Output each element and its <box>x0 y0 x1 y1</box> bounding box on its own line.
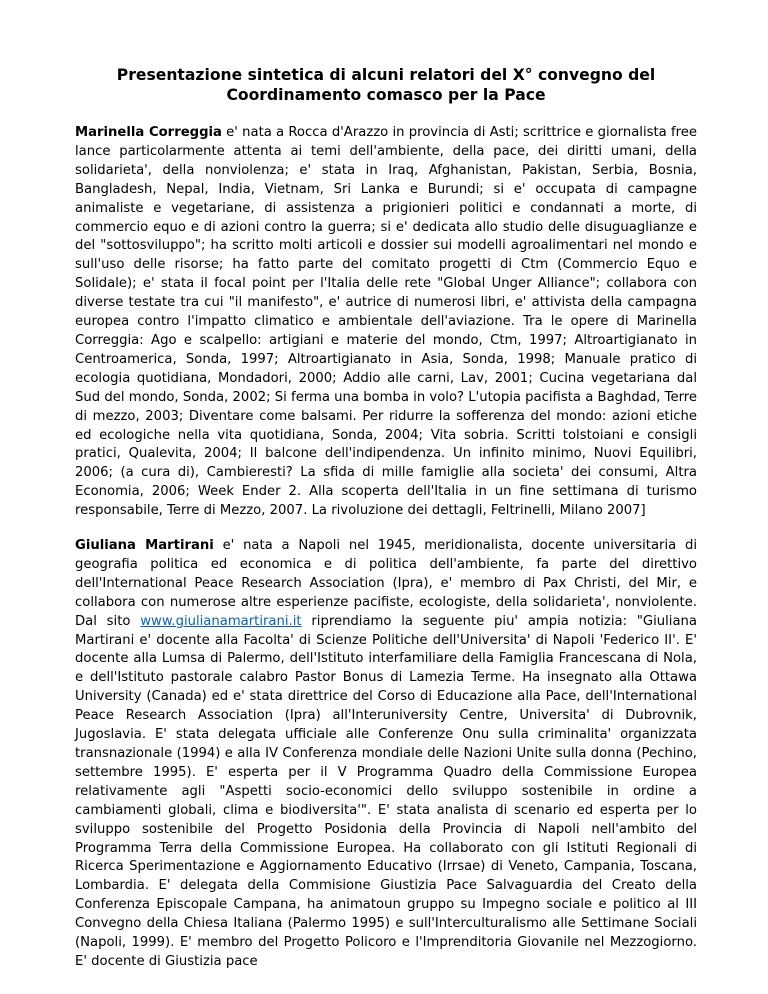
bio-name-correggia: Marinella Correggia <box>75 125 222 140</box>
bio-paragraph-martirani <box>75 537 697 972</box>
bio-paragraph-correggia <box>75 124 697 521</box>
title-line-2: Coordinamento comasco per la Pace <box>226 86 546 104</box>
document-page <box>75 65 697 988</box>
title-line-1: Presentazione sintetica di alcuni relatori del X° convegno del <box>116 66 656 84</box>
bio-text-correggia: e' nata a Rocca d'Arazzo in provincia di Asti; scrittrice e giornalista free lance particolarmente attenta ai temi dell'ambiente, della pace, dei diritti umani, della solidarieta', della nonviolenza; e' stata in Iraq, Afghanistan, Pakistan, Serbia, Bosnia, Bangladesh, Nepal, India, Vietnam, Sri Lanka e Burundi; si e' occupata di campagne animaliste e vegetariane, di assistenza a prigionieri politici e condannati a morte, di commercio equo e di azioni contro la guerra; si e' dedicata allo studio delle disuguaglianze e del "sottosviluppo"; ha scritto molti articoli e dossier sui modelli agroalimentari nel mondo e sull'uso delle risorse; ha fatto parte del comitato progetti di Ctm (Commercio Equo e Solidale); e' stata il focal point per l'Italia delle rete "Global Unger Alliance"; collabora con diverse testate tra cui "il manifesto", e' autrice di numerosi libri, e' attivista della campagna europea contro l'impatto climatico e ambientale dell'aviazione. Tra le opere di Marinella Correggia: Ago e scalpello: artigiani e materie del mondo, Ctm, 1997; Altroartigianato in Centroamerica, Sonda, 1997; Altroartigianato in Asia, Sonda, 1998; Manuale pratico di ecologia quotidiana, Mondadori, 2000; Addio alle carni, Lav, 2001; Cucina vegetariana dal Sud del mondo, Sonda, 2002; Si ferma una bomba in volo? L'utopia pacifista a Baghdad, Terre di mezzo, 2003; Diventare come balsami. Per ridurre la sofferenza del mondo: azioni etiche ed ecologiche nella vita quotidiana, Sonda, 2004; Vita sobria. Scritti tolstoiani e consigli pratici, Qualevita, 2004; Il balcone dell'indipendenza. Un infinito minimo, Nuovi Equilibri, 2006; (a cura di), Cambieresti? La sfida di mille famiglie alla societa' dei consumi, Altra Economia, 2006; Week Ender 2. Alla scoperta dell'Italia in un fine settimana di turismo responsabile, Terre di Mezzo, 2007. La rivoluzione dei dettagli, Feltrinelli, Milano 2007] <box>75 125 697 519</box>
bio-text-martirani-part1: e' nata a Napoli nel 1945, meridionalista, docente universitaria di geografia politica ed economica e di politica dell'ambiente, fa parte del direttivo dell'International Peace Research Association (Ipra), e' membro di Pax Christi, del Mir, e collabora con numerose altre esperienze pacifiste, ecologiste, della solidarieta', nonviolente. Dal sito <box>75 538 697 629</box>
website-link[interactable]: www.giulianamartirani.it <box>140 613 302 629</box>
bio-name-martirani: Giuliana Martirani <box>75 538 214 554</box>
document-title <box>75 65 697 105</box>
bio-text-martirani-part2: riprendiamo la seguente piu' ampia notizia: "Giuliana Martirani e' docente alla Facolta' di Scienze Politiche dell'Universita' di Napoli 'Federico II'. E' docente alla Lumsa di Palermo, dell'Istituto interfamiliare della Famiglia Francescana di Nola, e dell'Istituto pastorale calabro Pastor Bonus di Lamezia Terme. Ha insegnato alla Ottawa University (Canada) ed e' stata direttrice del Corso di Educazione alla Pace, dell'International Peace Research Association (Ipra) all'Interuniversity Centre, Universita' di Dubrovnik, Jugoslavia. E' stata delegata ufficiale alle Conferenze Onu sulla criminalita' organizzata transnazionale (1994) e alla IV Conferenza mondiale delle Nazioni Unite sulla donna (Pechino, settembre 1995). E' esperta per il V Programma Quadro della Commissione Europea relativamente agli "Aspetti socio-economici dello sviluppo sostenibile in ordine a cambiamenti globali, clima e biodiversita'". E' stata analista di scenario ed esperta per lo sviluppo sostenibile del Progetto Posidonia della Provincia di Napoli nell'ambito del Programma Terra della Commissione Europea. Ha collaborato con gli Istituti Regionali di Ricerca Sperimentazione e Aggiornamento Educativo (Irrsae) di Veneto, Campania, Toscana, Lombardia. E' delegata della Commisione Giustizia Pace Salvaguardia del Creato della Conferenza Episcopale Campana, ha animatoun gruppo su Impegno sociale e politico al III Convegno della Chiesa Italiana (Palermo 1995) e sull'Interculturalismo alle Settimane Sociali (Napoli, 1999). E' membro del Progetto Policoro e l'Imprenditoria Giovanile nel Mezzogiorno. E' docente di Giustizia pace <box>75 613 697 969</box>
